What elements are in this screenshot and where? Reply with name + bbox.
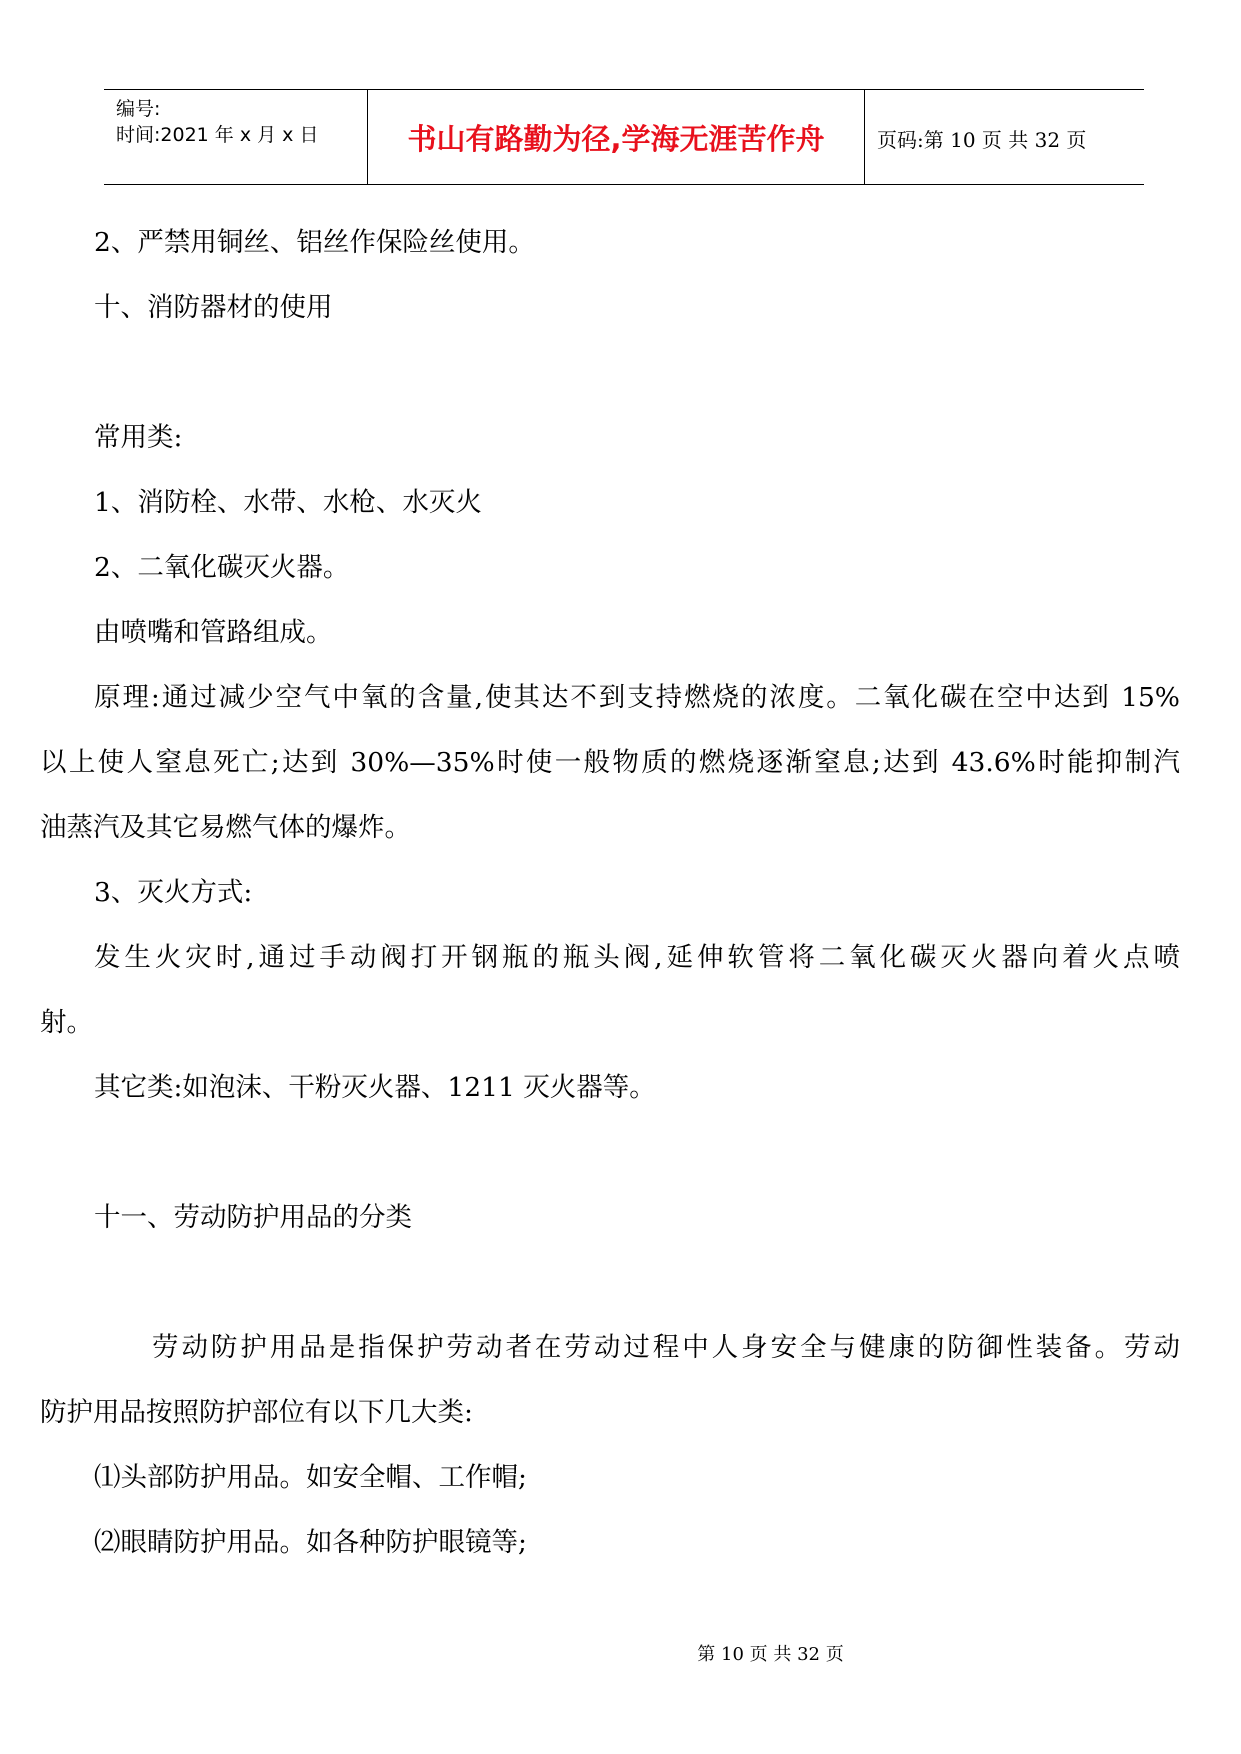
- number-label: 编号:: [116, 98, 161, 120]
- text-line: 以上使人窒息死亡;达到 30%—35%时使一般物质的燃烧逐渐窒息;达到 43.6%时能抑制汽: [40, 747, 1180, 778]
- text-line: 防护用品按照防护部位有以下几大类:: [40, 1397, 473, 1428]
- page-label: 页码:第 10 页 共 32 页: [877, 128, 1087, 152]
- text-line: 其它类:如泡沫、干粉灭火器、1211 灭火器等。: [94, 1072, 656, 1103]
- text-line: 原理:通过减少空气中氧的含量,使其达不到支持燃烧的浓度。二氧化碳在空中达到 15%: [94, 682, 1180, 713]
- text-line: 3、灭火方式:: [94, 877, 253, 908]
- time-label: 时间:2021 年 x 月 x 日: [116, 124, 319, 146]
- list-item: ⑵眼睛防护用品。如各种防护眼镜等;: [94, 1527, 527, 1558]
- header-info-cell: [104, 90, 367, 184]
- text-line: 射。: [40, 1007, 93, 1038]
- header-page-cell: [865, 90, 1144, 184]
- header-motto-cell: [367, 90, 865, 184]
- text-line: 2、严禁用铜丝、铝丝作保险丝使用。: [94, 227, 535, 258]
- text-line: 1、消防栓、水带、水枪、水灭火: [94, 487, 482, 518]
- text-line: 2、二氧化碳灭火器。: [94, 552, 350, 583]
- text-line: 发生火灾时,通过手动阀打开钢瓶的瓶头阀,延伸软管将二氧化碳灭火器向着火点喷: [94, 942, 1180, 973]
- text-line: 常用类:: [94, 422, 183, 453]
- text-line: 由喷嘴和管路组成。: [94, 617, 333, 648]
- section-heading: 十、消防器材的使用: [94, 292, 333, 323]
- text-line: 劳动防护用品是指保护劳动者在劳动过程中人身安全与健康的防御性装备。劳动: [152, 1332, 1180, 1363]
- section-heading: 十一、劳动防护用品的分类: [94, 1202, 412, 1233]
- text-line: 油蒸汽及其它易燃气体的爆炸。: [40, 812, 411, 843]
- page-footer: 第 10 页 共 32 页: [697, 1644, 844, 1665]
- motto: 书山有路勤为径,学海无涯苦作舟: [407, 122, 825, 156]
- header-table: [104, 89, 1144, 185]
- list-item: ⑴头部防护用品。如安全帽、工作帽;: [94, 1462, 527, 1493]
